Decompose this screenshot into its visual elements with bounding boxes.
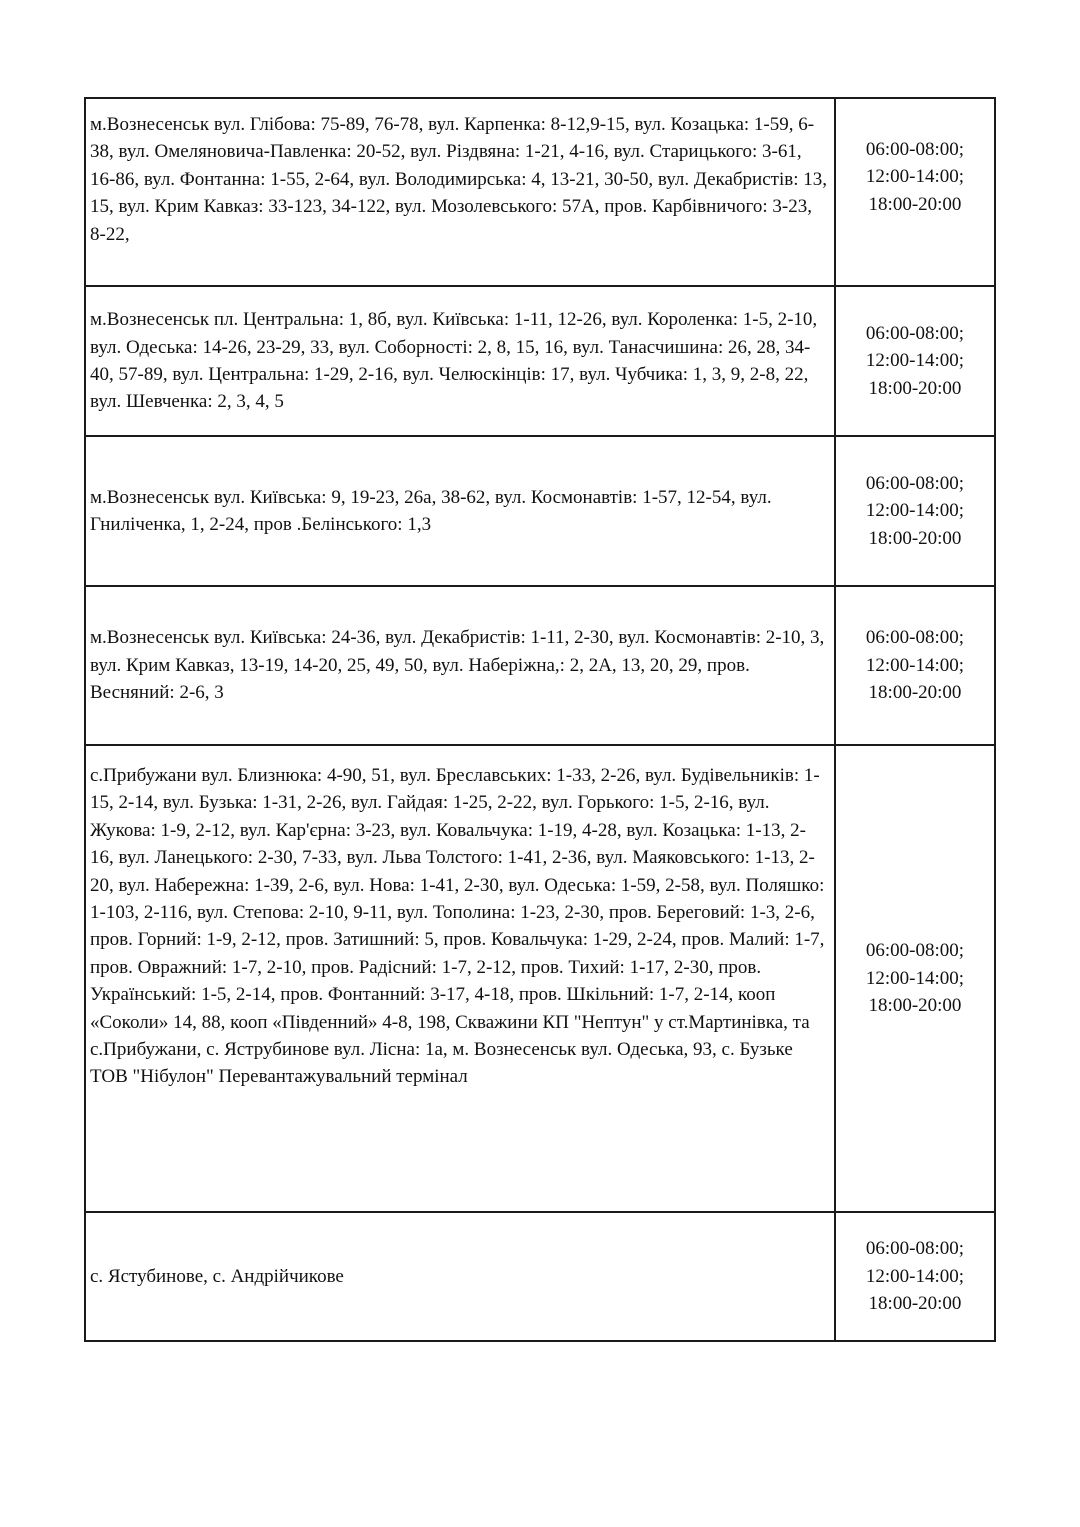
time-slot-midday: 12:00-14:00; — [865, 350, 965, 372]
time-slot-midday: 12:00-14:00; — [865, 1265, 965, 1287]
time-slot-evening: 18:00-20:00 — [868, 527, 962, 549]
time-slot-evening: 18:00-20:00 — [868, 193, 962, 215]
time-cell — [835, 745, 995, 1212]
time-slot-evening: 18:00-20:00 — [868, 682, 962, 704]
address-cell: м.Вознесенськ вул. Глібова: 75-89, 76-78, вул. Карпенка: 8-12,9-15, вул. Козацька: 1-59, 6-38, вул. Омеляновича-Павленка: 20-52, вул. Різдвяна: 1-21, 4-16, вул. Старицького: 3-61, 16-86, вул. Фонтанна: 1-55, 2-64, вул. Володимирська: 4, 13-21, 30-50, вул. Декабристів: 13, 15, вул. Крим Кавказ: 33-123, 34-122, вул. Мозолевського: 57А, пров. Карбівничого: 3-23, 8-22, — [85, 98, 835, 286]
time-slot-midday: 12:00-14:00; — [865, 500, 965, 522]
time-slot-morning: 06:00-08:00; — [865, 139, 965, 160]
table-row — [85, 1212, 995, 1341]
time-cell — [835, 436, 995, 586]
address-cell: м.Вознесенськ вул. Київська: 9, 19-23, 26а, 38-62, вул. Космонавтів: 1-57, 12-54, вул. Гниліченка, 1, 2-24, пров .Белінського: 1,3 — [85, 436, 835, 586]
time-slot-midday: 12:00-14:00; — [865, 654, 965, 676]
time-cell — [835, 98, 995, 286]
time-slot-evening: 18:00-20:00 — [868, 995, 962, 1017]
address-cell: с.Прибужани вул. Близнюка: 4-90, 51, вул. Бреславських: 1-33, 2-26, вул. Будівельників: 1-15, 2-14, вул. Бузька: 1-31, 2-26, вул. Гайдая: 1-25, 2-22, вул. Горького: 1-5, 2-16, вул. Жукова: 1-9, 2-12, вул. Кар'єрна: 3-23, вул. Ковальчука: 1-19, 4-28, вул. Козацька: 1-13, 2-16, вул. Ланецького: 2-30, 7-33, вул. Льва Толстого: 1-41, 2-36, вул. Маяковського: 1-13, 2-20, вул. Набережна: 1-39, 2-6, вул. Нова: 1-41, 2-30, вул. Одеська: 1-59, 2-58, вул. Поляшко: 1-103, 2-116, вул. Степова: 2-10, 9-11, вул. Тополина: 1-23, 2-30, пров. Береговий: 1-3, 2-6, пров. Горний: 1-9, 2-12, пров. Затишний: 5, пров. Ковальчука: 1-29, 2-24, пров. Малий: 1-7, пров. Овражний: 1-7, 2-10, пров. Радісний: 1-7, 2-12, пров. Тихий: 1-17, 2-30, пров. Український: 1-5, 2-14, пров. Фонтанний: 3-17, 4-18, пров. Шкільний: 1-7, 2-14, кооп «Соколи» 14, 88, кооп «Південний» 4-8, 198, Скважини КП "Нептун" у ст.Мартинівка, та с.Прибужани, с. Яструбинове вул. Лісна: 1а, м. Вознесенськ вул. Одеська, 93, с. Бузьке ТОВ "Нібулон" Перевантажувальний термінал — [85, 745, 835, 1212]
table-row — [85, 98, 995, 286]
time-cell — [835, 286, 995, 436]
time-slot-midday: 12:00-14:00; — [865, 967, 965, 989]
time-slot-midday: 12:00-14:00; — [865, 166, 965, 188]
table-row — [85, 436, 995, 586]
address-cell: с. Ястубинове, с. Андрійчикове — [85, 1212, 835, 1341]
time-slot-morning: 06:00-08:00; — [865, 627, 965, 649]
time-cell — [835, 586, 995, 745]
time-slot-evening: 18:00-20:00 — [868, 377, 962, 399]
table-row — [85, 586, 995, 745]
time-cell — [835, 1212, 995, 1341]
time-slot-evening: 18:00-20:00 — [868, 1293, 962, 1315]
time-slot-morning: 06:00-08:00; — [865, 940, 965, 962]
table-row — [85, 745, 995, 1212]
address-cell: м.Вознесенськ пл. Центральна: 1, 8б, вул. Київська: 1-11, 12-26, вул. Короленка: 1-5, 2-10, вул. Одеська: 14-26, 23-29, 33, вул. Соборності: 2, 8, 15, 16, вул. Танасчишина: 26, 28, 34-40, 57-89, вул. Центральна: 1-29, 2-16, вул. Челюскінців: 17, вул. Чубчика: 1, 3, 9, 2-8, 22, вул. Шевченка: 2, 3, 4, 5 — [85, 286, 835, 436]
schedule-table — [84, 97, 996, 1342]
time-slot-morning: 06:00-08:00; — [865, 1238, 965, 1260]
time-slot-morning: 06:00-08:00; — [865, 322, 965, 344]
table-row — [85, 286, 995, 436]
address-cell: м.Вознесенськ вул. Київська: 24-36, вул. Декабристів: 1-11, 2-30, вул. Космонавтів: 2-10, 3, вул. Крим Кавказ, 13-19, 14-20, 25, 49, 50, вул. Наберіжна,: 2, 2А, 13, 20, 29, пров. Весняний: 2-6, 3 — [85, 586, 835, 745]
time-slot-morning: 06:00-08:00; — [865, 472, 965, 494]
